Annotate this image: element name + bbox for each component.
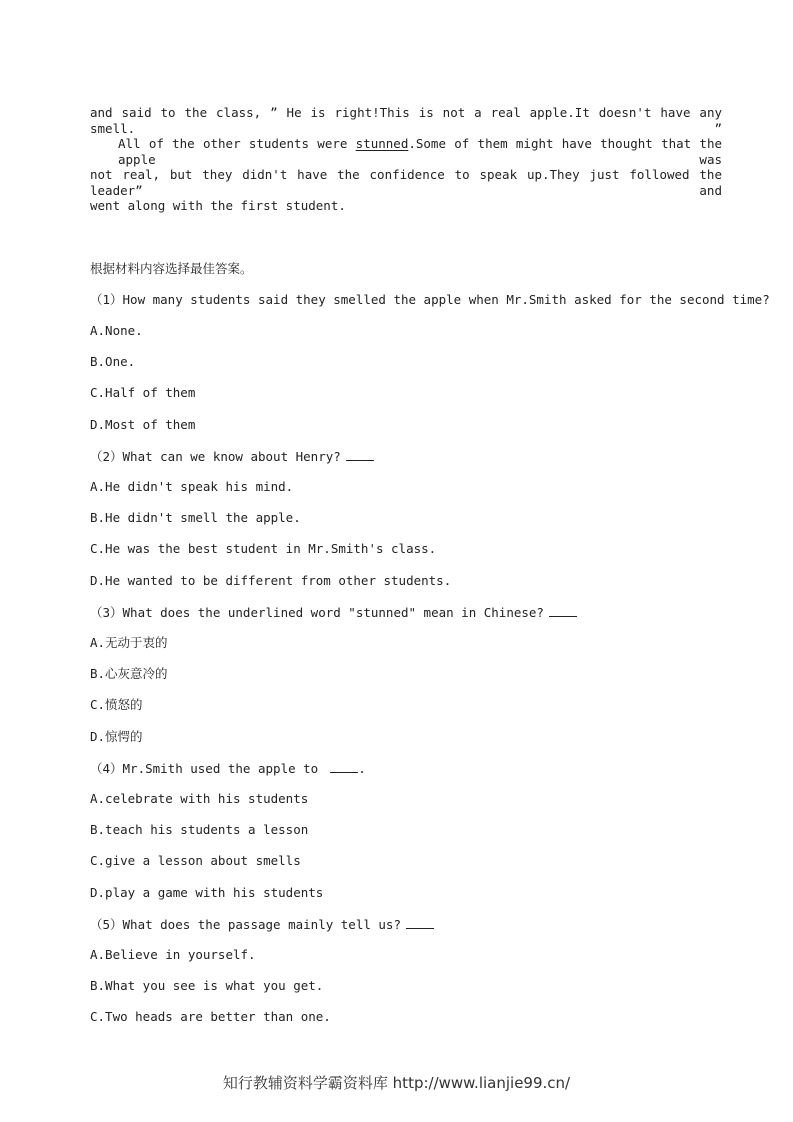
- question-3-stem-text: （3）What does the underlined word "stunned" mean in Chinese?: [90, 605, 544, 620]
- question-4-option-a: A.celebrate with his students: [90, 791, 309, 806]
- question-4-option-d: D.play a game with his students: [90, 885, 324, 900]
- question-2-option-c: C.He was the best student in Mr.Smith's class.: [90, 541, 437, 556]
- question-3-option-c: C.愤怒的: [90, 697, 143, 712]
- question-2-stem: [90, 448, 374, 465]
- question-4-stem-suffix: .: [358, 761, 366, 776]
- question-4-stem: [90, 760, 366, 777]
- question-4-stem-text: （4）Mr.Smith used the apple to: [90, 761, 319, 776]
- question-5-stem-text: （5）What does the passage mainly tell us?: [90, 917, 401, 932]
- question-3-option-b: B.心灰意冷的: [90, 666, 168, 681]
- question-1-option-b: B.One.: [90, 354, 136, 369]
- instruction: 根据材料内容选择最佳答案。: [90, 261, 253, 276]
- underlined-word: stunned: [355, 136, 409, 151]
- question-5-stem: [90, 916, 434, 933]
- passage-line-2-post: .Some of them might have thought that the apple was: [118, 136, 723, 167]
- answer-blank: [406, 916, 434, 929]
- footer-watermark: 知行教辅资料学霸资料库 http://www.lianjie99.cn/: [222, 1074, 571, 1092]
- question-5-option-c: C.Two heads are better than one.: [90, 1009, 331, 1024]
- passage-line-2: [118, 136, 722, 168]
- question-3-option-a: A.无动于衷的: [90, 635, 168, 650]
- question-4-option-b: B.teach his students a lesson: [90, 822, 309, 837]
- question-2-stem-text: （2）What can we know about Henry?: [90, 449, 341, 464]
- answer-blank: [330, 760, 358, 773]
- question-3-option-d: D.惊愕的: [90, 729, 143, 744]
- question-2-option-b: B.He didn't smell the apple.: [90, 510, 301, 525]
- question-1-option-d: D.Most of them: [90, 417, 196, 432]
- question-3-stem: [90, 604, 577, 621]
- question-2-option-a: A.He didn't speak his mind.: [90, 479, 294, 494]
- passage-line-1: and said to the class, ” He is right!This is not a real apple.It doesn't have any smell. ”: [90, 105, 722, 136]
- answer-blank: [549, 604, 577, 617]
- question-1-option-a: A.None.: [90, 323, 143, 338]
- question-2-option-d: D.He wanted to be different from other students.: [90, 573, 452, 588]
- question-1-option-c: C.Half of them: [90, 385, 196, 400]
- question-5-option-a: A.Believe in yourself.: [90, 947, 256, 962]
- passage-line-4: went along with the first student.: [90, 198, 346, 213]
- passage-line-2-pre: All of the other students were: [118, 136, 356, 151]
- question-1-stem: （1）How many students said they smelled the apple when Mr.Smith asked for the second time?: [90, 292, 770, 307]
- answer-blank: [346, 448, 374, 461]
- question-5-option-b: B.What you see is what you get.: [90, 978, 324, 993]
- question-4-option-c: C.give a lesson about smells: [90, 853, 301, 868]
- passage-line-3: not real, but they didn't have the confidence to speak up.They just followed the leader” and: [90, 167, 722, 198]
